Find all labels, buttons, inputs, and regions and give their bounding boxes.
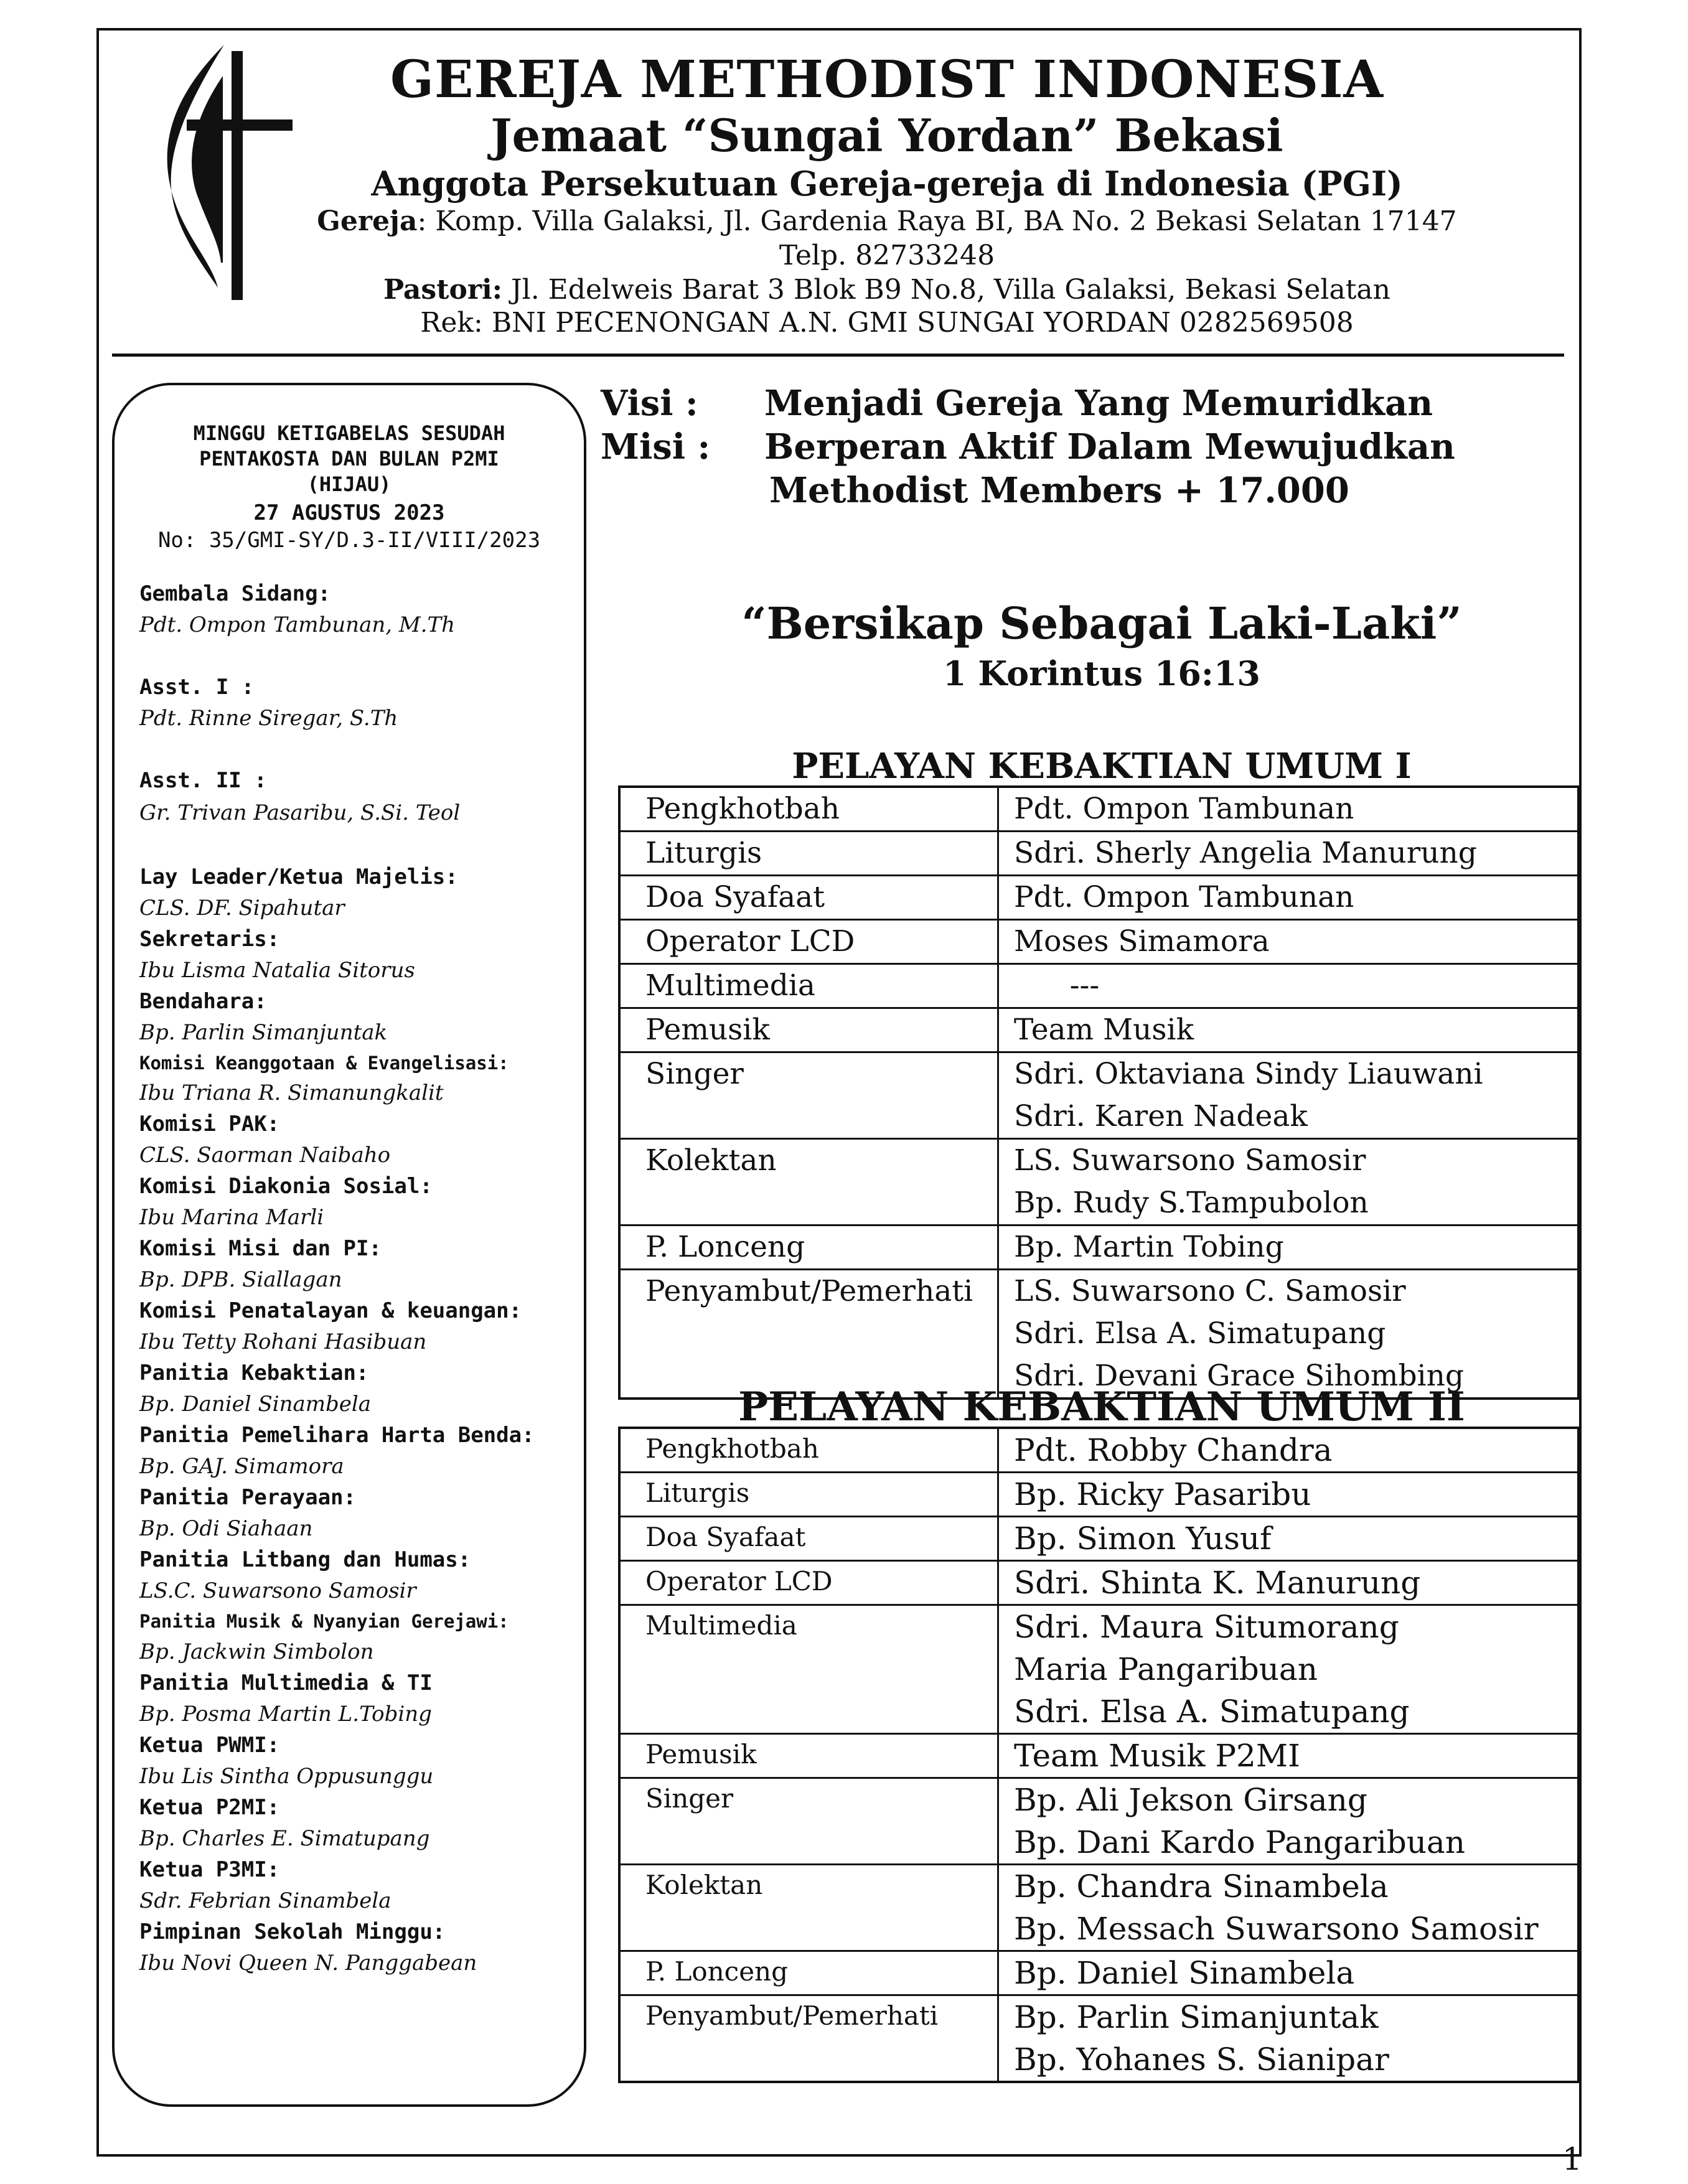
- server-name: Moses Simamora: [1014, 924, 1270, 958]
- server-name: LS. Suwarsono Samosir: [1014, 1143, 1366, 1178]
- bank-account: Rek: BNI PECENONGAN A.N. GMI SUNGAI YORDAN 0282569508: [420, 307, 1354, 339]
- church-address: [311, 205, 1463, 237]
- officer-name: Ibu Lisma Natalia Sitorus: [139, 958, 415, 983]
- service1-table: [618, 785, 1580, 1400]
- sidebar-number: No: 35/GMI-SY/D.3-II/VIII/2023: [157, 528, 541, 553]
- server-name: Bp. Dani Kardo Pangaribuan: [1014, 1824, 1465, 1860]
- pastori-address-text: Jl. Edelweis Barat 3 Blok B9 No.8, Villa Galaksi, Bekasi Selatan: [502, 274, 1390, 306]
- officer-name: Bp. GAJ. Simamora: [139, 1454, 344, 1479]
- names-cell: [999, 1952, 1577, 1994]
- table-row: [621, 1226, 1577, 1270]
- sermon-theme-reference: 1 Korintus 16:13: [943, 654, 1260, 693]
- role-cell: Pemusik: [621, 1735, 999, 1777]
- officer-role: Ketua P3MI:: [139, 1857, 280, 1882]
- officer-role: Asst. I :: [139, 675, 255, 700]
- header-divider: [112, 354, 1564, 357]
- server-name: Bp. Martin Tobing: [1014, 1230, 1284, 1264]
- server-name: Sdri. Sherly Angelia Manurung: [1014, 836, 1477, 870]
- church-address-text: : Komp. Villa Galaksi, Jl. Gardenia Raya BI, BA No. 2 Bekasi Selatan 17147: [417, 205, 1457, 237]
- officer-role: Gembala Sidang:: [139, 581, 331, 606]
- names-cell: [999, 1053, 1577, 1138]
- table-row: [621, 1562, 1577, 1606]
- role-cell: Multimedia: [621, 1606, 999, 1733]
- role-cell: Doa Syafaat: [621, 876, 999, 919]
- role-cell: P. Lonceng: [621, 1226, 999, 1268]
- officer-name: CLS. DF. Sipahutar: [139, 896, 345, 921]
- names-cell: [999, 1779, 1577, 1863]
- officer-role: Lay Leader/Ketua Majelis:: [139, 865, 458, 889]
- table-row: [621, 1053, 1577, 1140]
- page-number: 1: [1562, 2141, 1582, 2177]
- officer-name: Bp. Jackwin Simbolon: [139, 1639, 374, 1664]
- names-cell: [999, 1562, 1577, 1604]
- pastori-address: [311, 274, 1463, 306]
- officer-name: LS.C. Suwarsono Samosir: [139, 1578, 416, 1603]
- role-cell: Pengkhotbah: [621, 1429, 999, 1471]
- officer-name: CLS. Saorman Naibaho: [139, 1143, 391, 1168]
- server-name: Bp. Simon Yusuf: [1014, 1521, 1272, 1557]
- officer-name: Bp. Odi Siahaan: [139, 1516, 313, 1541]
- table-row: [621, 1996, 1577, 2081]
- server-name: Bp. Chandra Sinambela: [1014, 1868, 1389, 1905]
- server-name: LS. Suwarsono C. Samosir: [1014, 1274, 1406, 1308]
- officer-name: Pdt. Rinne Siregar, S.Th: [139, 706, 398, 731]
- officer-role: Bendahara:: [139, 989, 267, 1014]
- names-cell: [999, 1606, 1577, 1733]
- server-name: Bp. Messach Suwarsono Samosir: [1014, 1911, 1539, 1947]
- officer-role: Ketua PWMI:: [139, 1733, 280, 1758]
- names-cell: [999, 1735, 1577, 1777]
- server-name: Team Musik: [1014, 1013, 1194, 1047]
- officer-role: Komisi Diakonia Sosial:: [139, 1174, 433, 1199]
- officer-role: Panitia Multimedia & TI: [139, 1671, 433, 1695]
- role-cell: Penyambut/Pemerhati: [621, 1270, 999, 1397]
- officer-name: Ibu Marina Marli: [139, 1205, 324, 1230]
- table-row: [621, 921, 1577, 965]
- role-cell: Operator LCD: [621, 921, 999, 963]
- table-row: [621, 1517, 1577, 1562]
- officer-role: Komisi Keanggotaan & Evangelisasi:: [139, 1052, 509, 1074]
- server-name: Bp. Rudy S.Tampubolon: [1014, 1186, 1369, 1220]
- officer-name: Bp. DPB. Siallagan: [139, 1267, 342, 1292]
- officer-role: Ketua P2MI:: [139, 1795, 280, 1820]
- officer-name: Bp. Parlin Simanjuntak: [139, 1020, 388, 1045]
- names-cell: [999, 788, 1577, 830]
- role-cell: Doa Syafaat: [621, 1517, 999, 1560]
- names-cell: [999, 1009, 1577, 1051]
- server-name: Bp. Parlin Simanjuntak: [1014, 1999, 1379, 2035]
- role-cell: Singer: [621, 1779, 999, 1863]
- officer-name: Ibu Triana R. Simanungkalit: [139, 1080, 444, 1105]
- visi-text: Menjadi Gereja Yang Memuridkan: [764, 383, 1433, 424]
- officer-name: Bp. Posma Martin L.Tobing: [139, 1702, 432, 1727]
- officer-role: Panitia Litbang dan Humas:: [139, 1547, 471, 1572]
- server-name: Sdri. Elsa A. Simatupang: [1014, 1316, 1386, 1351]
- officer-name: Ibu Tetty Rohani Hasibuan: [139, 1329, 427, 1354]
- officer-role: Panitia Musik & Nyanyian Gerejawi:: [139, 1611, 509, 1632]
- officer-role: Panitia Kebaktian:: [139, 1361, 369, 1385]
- role-cell: Singer: [621, 1053, 999, 1138]
- church-title: GEREJA METHODIST INDONESIA: [390, 50, 1384, 110]
- sidebar-heading-line2: PENTAKOSTA DAN BULAN P2MI: [199, 447, 499, 471]
- server-name: Maria Pangaribuan: [1014, 1651, 1318, 1687]
- names-cell: [999, 1226, 1577, 1268]
- table-row: [621, 1429, 1577, 1473]
- church-label: Gereja: [317, 205, 418, 237]
- officer-role: Panitia Perayaan:: [139, 1485, 356, 1510]
- server-name: Sdri. Maura Situmorang: [1014, 1609, 1399, 1645]
- officer-role: Asst. II :: [139, 768, 267, 793]
- server-name: Pdt. Ompon Tambunan: [1014, 792, 1354, 826]
- cross-flame-logo-icon: [149, 39, 305, 312]
- officer-role: Komisi PAK:: [139, 1112, 280, 1137]
- sidebar-panel: [112, 383, 586, 2107]
- table-row: [621, 876, 1577, 921]
- role-cell: Pengkhotbah: [621, 788, 999, 830]
- server-name: Sdri. Elsa A. Simatupang: [1014, 1694, 1410, 1730]
- sidebar-date: 27 AGUSTUS 2023: [253, 500, 445, 525]
- officer-role: Sekretaris:: [139, 927, 280, 952]
- sidebar-heading-line3: (HIJAU): [307, 472, 392, 496]
- service1-title: PELAYAN KEBAKTIAN UMUM I: [792, 746, 1412, 787]
- table-row: [621, 1952, 1577, 1996]
- congregation-name: Jemaat “Sungai Yordan” Bekasi: [490, 109, 1283, 162]
- names-cell: [999, 1429, 1577, 1471]
- server-name: Pdt. Robby Chandra: [1014, 1432, 1333, 1468]
- names-cell: [999, 876, 1577, 919]
- membership-line: Anggota Persekutuan Gereja-gereja di Indonesia (PGI): [371, 164, 1403, 204]
- server-name: Pdt. Ompon Tambunan: [1014, 880, 1354, 914]
- officer-name: Bp. Daniel Sinambela: [139, 1392, 372, 1417]
- table-row: [621, 788, 1577, 832]
- misi-text-line1: Berperan Aktif Dalam Mewujudkan: [764, 426, 1455, 467]
- officer-role: Komisi Misi dan PI:: [139, 1236, 382, 1261]
- officer-role: Pimpinan Sekolah Minggu:: [139, 1919, 446, 1944]
- table-row: [621, 1735, 1577, 1779]
- role-cell: Penyambut/Pemerhati: [621, 1996, 999, 2081]
- server-name: Bp. Ali Jekson Girsang: [1014, 1782, 1367, 1818]
- table-row: [621, 832, 1577, 876]
- officer-name: Bp. Charles E. Simatupang: [139, 1826, 430, 1851]
- names-cell: [999, 1270, 1577, 1397]
- sermon-theme-title: “Bersikap Sebagai Laki-Laki”: [741, 598, 1462, 649]
- server-name: ---: [1014, 968, 1100, 1003]
- server-name: Sdri. Devani Grace Sihombing: [1014, 1359, 1464, 1393]
- service2-table: [618, 1427, 1580, 2083]
- role-cell: P. Lonceng: [621, 1952, 999, 1994]
- table-row: [621, 1009, 1577, 1053]
- pastori-label: Pastori:: [383, 274, 502, 306]
- service2-title: PELAYAN KEBAKTIAN UMUM II: [738, 1384, 1465, 1430]
- officer-name: Ibu Novi Queen N. Panggabean: [139, 1951, 477, 1975]
- table-row: [621, 1865, 1577, 1952]
- server-name: Sdri. Oktaviana Sindy Liauwani: [1014, 1057, 1483, 1091]
- role-cell: Multimedia: [621, 965, 999, 1007]
- sidebar-heading-line1: MINGGU KETIGABELAS SESUDAH: [193, 421, 505, 445]
- names-cell: [999, 1517, 1577, 1560]
- phone-number: Telp. 82733248: [779, 240, 995, 271]
- names-cell: [999, 832, 1577, 874]
- role-cell: Liturgis: [621, 832, 999, 874]
- server-name: Team Musik P2MI: [1014, 1738, 1300, 1774]
- table-row: [621, 1473, 1577, 1517]
- server-name: Bp. Daniel Sinambela: [1014, 1955, 1355, 1991]
- server-name: Sdri. Karen Nadeak: [1014, 1099, 1308, 1133]
- server-name: Bp. Ricky Pasaribu: [1014, 1476, 1311, 1512]
- role-cell: Kolektan: [621, 1140, 999, 1224]
- names-cell: [999, 965, 1577, 1007]
- server-name: Bp. Yohanes S. Sianipar: [1014, 2041, 1389, 2078]
- names-cell: [999, 1996, 1577, 2081]
- table-row: [621, 965, 1577, 1009]
- table-row: [621, 1140, 1577, 1226]
- role-cell: Kolektan: [621, 1865, 999, 1950]
- names-cell: [999, 1865, 1577, 1950]
- role-cell: Liturgis: [621, 1473, 999, 1516]
- misi-label: Misi :: [601, 426, 711, 467]
- table-row: [621, 1779, 1577, 1865]
- table-row: [621, 1606, 1577, 1735]
- officer-name: Ibu Lis Sintha Oppusunggu: [139, 1764, 434, 1789]
- role-cell: Pemusik: [621, 1009, 999, 1051]
- role-cell: Operator LCD: [621, 1562, 999, 1604]
- names-cell: [999, 921, 1577, 963]
- officer-role: Panitia Pemelihara Harta Benda:: [139, 1423, 535, 1448]
- table-row: [621, 1270, 1577, 1397]
- officer-name: Pdt. Ompon Tambunan, M.Th: [139, 612, 456, 637]
- names-cell: [999, 1473, 1577, 1516]
- visi-label: Visi :: [601, 383, 698, 424]
- names-cell: [999, 1140, 1577, 1224]
- misi-text-line2: Methodist Members + 17.000: [769, 470, 1349, 511]
- officer-name: Gr. Trivan Pasaribu, S.Si. Teol: [139, 800, 461, 825]
- officer-role: Komisi Penatalayan & keuangan:: [139, 1298, 522, 1323]
- officer-name: Sdr. Febrian Sinambela: [139, 1888, 392, 1913]
- server-name: Sdri. Shinta K. Manurung: [1014, 1565, 1421, 1601]
